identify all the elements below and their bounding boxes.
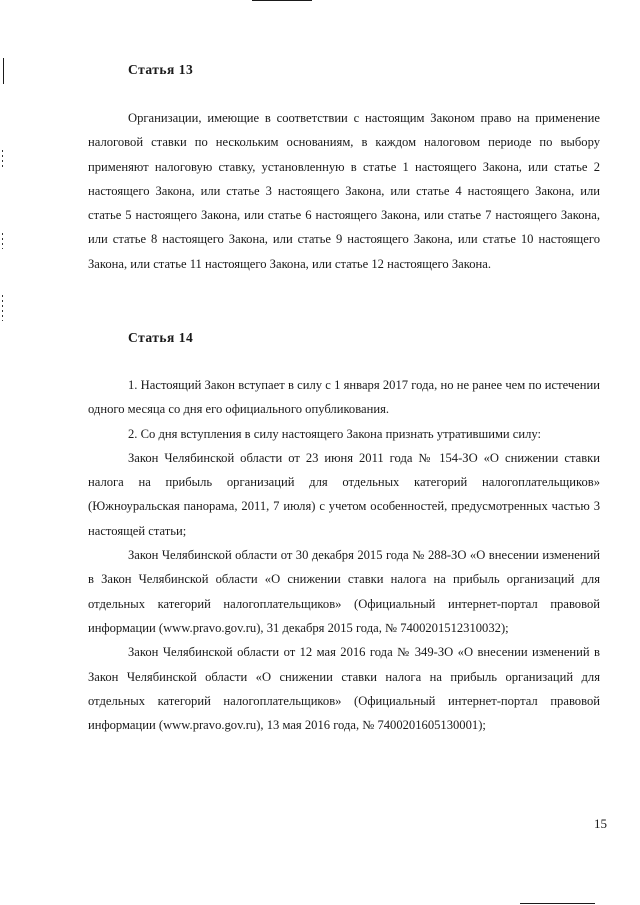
article-14-paragraph-3: Закон Челябинской области от 23 июня 2011 года № 154-ЗО «О снижении ставки налога на прибыль организаций для отдельных категорий налогоплательщиков» (Южноуральская панорама, 2011, 7 июля) с учетом особенностей, предусмотренных частью 3 настоящей статьи; <box>88 450 600 538</box>
article-14-paragraph-1: 1. Настоящий Закон вступает в силу с 1 января 2017 года, но не ранее чем по истечении одного месяца со дня его официального опубликования. <box>88 378 600 417</box>
article-13-heading: Статья 13 <box>128 62 194 77</box>
article-13-body <box>88 106 600 276</box>
article-14-heading: Статья 14 <box>128 330 194 345</box>
article-14-paragraph-5: Закон Челябинской области от 12 мая 2016 года № 349-ЗО «О внесении изменений в Закон Челябинской области «О снижении ставки налога на прибыль организаций для отдельных категорий налогоплательщиков» (Официальный интернет-портал правовой информации (www.pravo.gov.ru), 13 мая 2016 года, № 7400201605130001); <box>88 645 600 733</box>
scan-edge-line-top <box>252 0 312 1</box>
article-14-paragraph-2: 2. Со дня вступления в силу настоящего Закона признать утратившими силу: <box>128 426 542 441</box>
scan-edge-line-bottom <box>520 903 595 904</box>
article-13-paragraph: Организации, имеющие в соответствии с настоящим Законом право на применение налоговой ставки по нескольким основаниям, в каждом налоговом периоде по выбору применяют налоговую ставку, установленную в статье 1 настоящего Закона, или статье 2 настоящего Закона, или статье 3 настоящего Закона, или статье 4 настоящего Закона, или статье 5 настоящего Закона, или статье 6 настоящего Закона, или статье 7 настоящего Закона, или статье 8 настоящего Закона, или статье 9 настоящего Закона, или статье 10 настоящего Закона, или статье 11 настоящего Закона, или статье 12 настоящего Закона. <box>88 111 600 271</box>
article-14-body <box>88 373 600 737</box>
scan-edge-dots-left-2 <box>2 233 3 249</box>
article-14-paragraph-4: Закон Челябинской области от 30 декабря 2015 года № 288-ЗО «О внесении изменений в Закон Челябинской области «О снижении ставки налога на прибыль организаций для отдельных категорий налогоплательщиков» (Официальный интернет-портал правовой информации (www.pravo.gov.ru), 31 декабря 2015 года, № 7400201512310032); <box>88 548 600 635</box>
scan-edge-dots-left-3 <box>2 295 3 321</box>
scan-edge-line-left <box>3 58 4 84</box>
scan-edge-dots-left-1 <box>2 150 3 168</box>
page-number: 15 <box>594 816 607 831</box>
